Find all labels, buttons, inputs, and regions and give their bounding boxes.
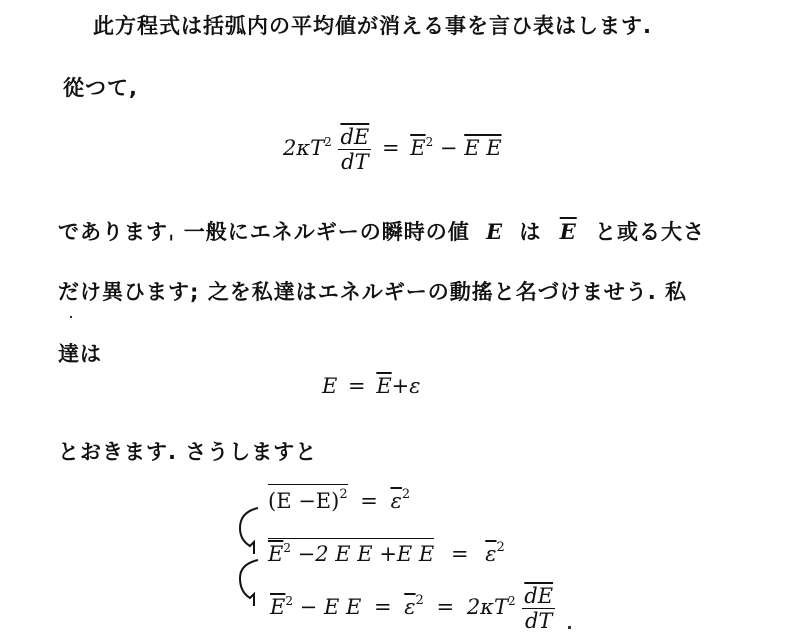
eq1-rhs-term1: $\overline{E}$ bbox=[410, 136, 426, 161]
eq3-equals: = bbox=[360, 489, 378, 513]
equation-1 bbox=[283, 125, 502, 174]
eq5-mid-exp: 2 bbox=[415, 593, 424, 609]
eq2-equals: = bbox=[348, 374, 366, 398]
eq3-rhs: $\overline{\varepsilon}$ bbox=[390, 489, 402, 513]
text-line-3-a: でありますˌ 一般にエネルギーの瞬時の値 bbox=[58, 220, 470, 244]
eq5-frac-den: dT bbox=[524, 609, 553, 634]
eq4-lhs-a-exp: 2 bbox=[283, 541, 291, 555]
equation-4 bbox=[268, 538, 505, 566]
eq1-coef: 2κT bbox=[283, 136, 325, 161]
text-line-3 bbox=[58, 216, 705, 246]
eq2-rhs2: ε bbox=[409, 374, 421, 398]
eq5-frac-num: $\overline{dE}$ bbox=[524, 584, 554, 608]
eq1-equals: = bbox=[381, 136, 400, 161]
text-line-5: 達は bbox=[58, 342, 102, 366]
equation-5 bbox=[270, 584, 555, 633]
eq5-fraction bbox=[522, 584, 555, 633]
eq5-rhs-coef: 2κT bbox=[466, 595, 508, 620]
eq4-lhs-b: −2 E E +E E bbox=[297, 542, 435, 566]
equation-2 bbox=[322, 374, 421, 398]
eq1-rhs-exp: 2 bbox=[425, 135, 434, 150]
equation-3 bbox=[268, 484, 410, 513]
eq1-frac-den: dT bbox=[341, 150, 369, 175]
eq5-equals-2: = bbox=[436, 595, 455, 620]
eq4-lhs-group bbox=[268, 538, 434, 566]
text-line-4: だけ異ひます; 之を私達はエネルギーの動搖と名づけませう. 私 bbox=[58, 280, 687, 304]
eq4-rhs-exp: 2 bbox=[496, 540, 505, 555]
eq3-exp: 2 bbox=[339, 487, 348, 502]
eq3-rhs-exp: 2 bbox=[401, 487, 411, 502]
text-line-3-b: は bbox=[519, 220, 542, 244]
eq1-frac-num: $\overline{dE}$ bbox=[340, 125, 370, 149]
text-line-6: とおきます. さうしますと bbox=[58, 440, 318, 464]
eq5-mid: $\overline{\varepsilon}$ bbox=[404, 595, 416, 620]
eq3-lhs: (E −E) bbox=[268, 489, 340, 513]
text-line-3-c: と或る大さ bbox=[595, 220, 706, 244]
eq2-lhs: E bbox=[322, 374, 338, 398]
eq4-lhs-a: $\overline{E}$ bbox=[268, 542, 284, 566]
eq5-lhs-a: $\overline{E}$ bbox=[270, 595, 286, 620]
eq5-lhs-b: − E E bbox=[299, 595, 362, 620]
eq5-lhs-a-exp: 2 bbox=[285, 594, 293, 609]
eq4-rhs: $\overline{\varepsilon}$ bbox=[485, 542, 497, 566]
text-line-2: 從つて, bbox=[63, 76, 138, 100]
derivation-brace-icon bbox=[228, 498, 268, 618]
eq4-equals: = bbox=[450, 542, 469, 566]
inline-E: E bbox=[486, 219, 504, 244]
eq5-rhs-exp: 2 bbox=[507, 594, 516, 609]
print-speck bbox=[568, 626, 571, 629]
eq2-rhs1: $\overline{E}$ bbox=[376, 374, 392, 398]
print-speck bbox=[70, 316, 72, 318]
eq1-fraction bbox=[338, 125, 371, 174]
eq1-exp: 2 bbox=[324, 135, 332, 150]
text-line-1: 此方程式は括弧内の平均値が消える事を言ひ表はします. bbox=[93, 14, 652, 38]
inline-E-bar: $\overline{E}$ bbox=[559, 219, 577, 244]
eq1-rhs-term2: E E bbox=[464, 136, 502, 161]
eq3-lhs-group bbox=[268, 484, 348, 513]
eq2-plus: + bbox=[391, 374, 410, 398]
eq1-minus: − bbox=[439, 136, 458, 161]
eq5-equals-1: = bbox=[373, 595, 392, 620]
